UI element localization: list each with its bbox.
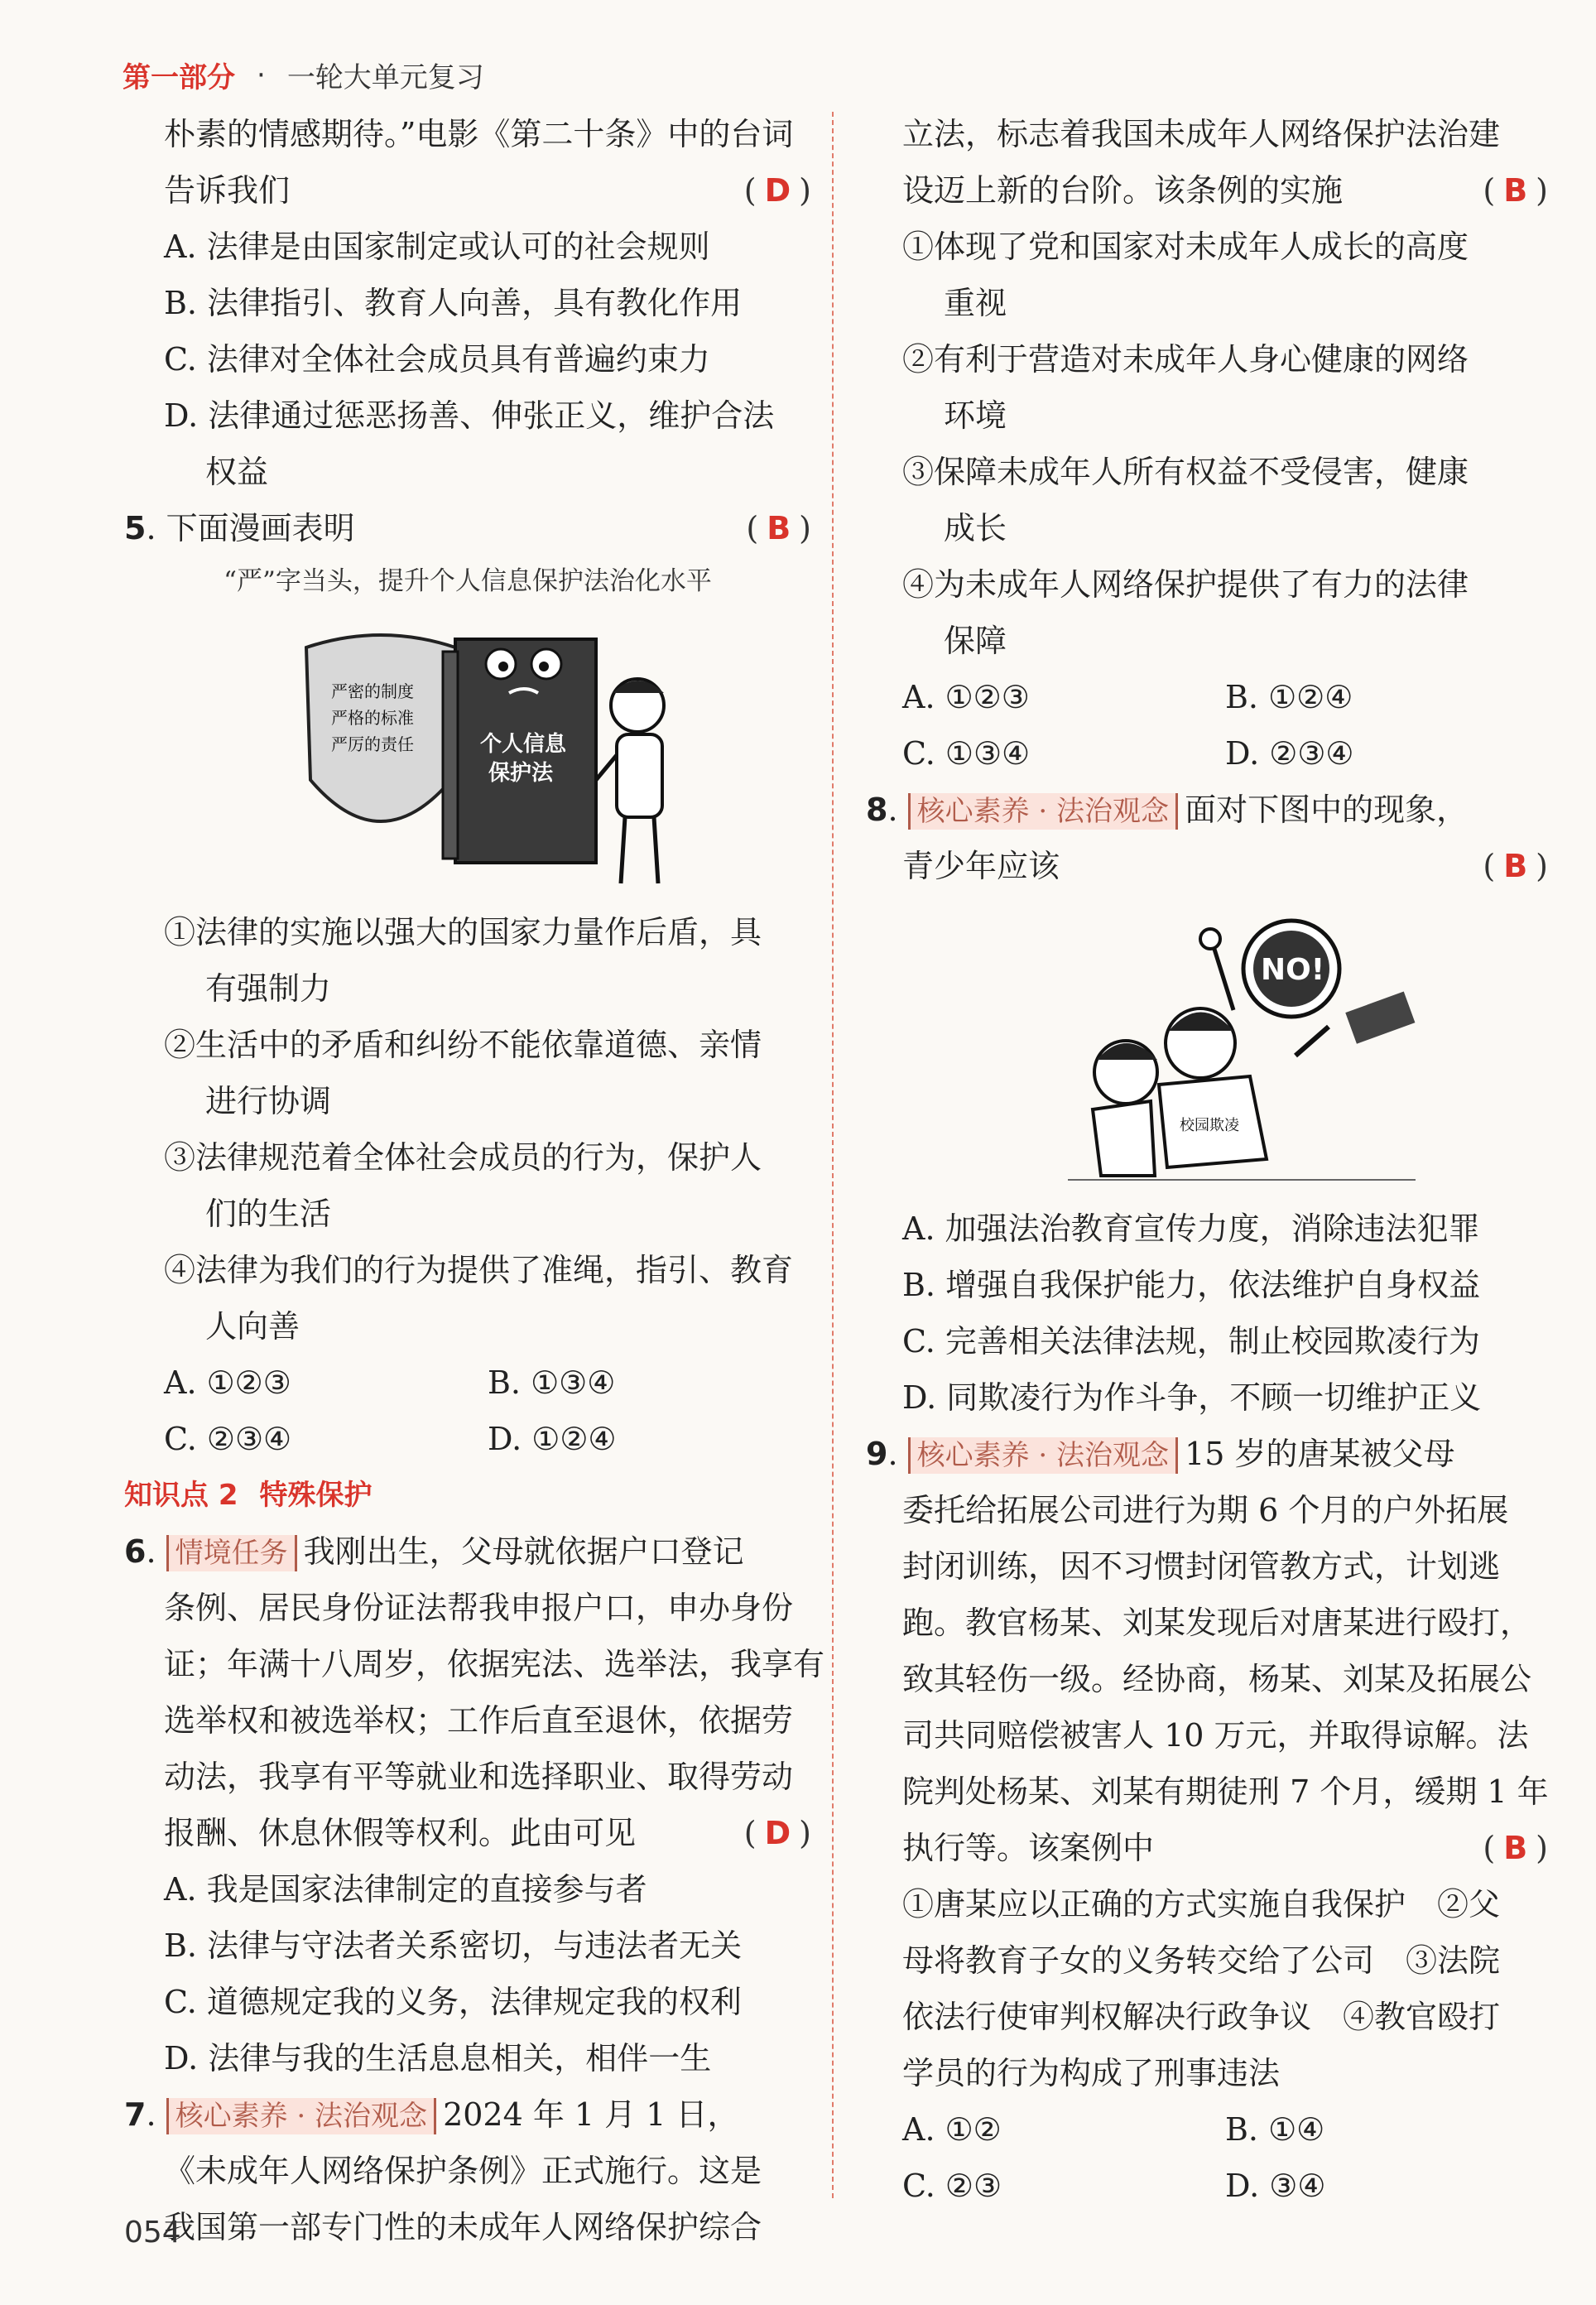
q6-option: C. 道德规定我的义务，法律规定我的权利 [164, 1984, 742, 2020]
q6-option: A. 我是国家法律制定的直接参与者 [164, 1871, 647, 1908]
choice: D. ③④ [1225, 2168, 1326, 2204]
privacy-law-cartoon [290, 614, 720, 896]
bully-badge-text: 校园欺凌 [1180, 1117, 1239, 1134]
choice: B. ①③④ [488, 1364, 616, 1401]
q4-option-cont: 权益 [205, 454, 269, 490]
q7-item: ②有利于营造对未成年人身心健康的网络 [902, 341, 1469, 378]
q7-choices [902, 725, 1548, 782]
q5-item-cont: 进行协调 [205, 1083, 332, 1119]
q9-stem-line: 致其轻伤一级。经协商，杨某、刘某及拓展公 [902, 1661, 1532, 1697]
book-line: 保护法 [488, 761, 554, 786]
q9-stem-line: 跑。教官杨某、刘某发现后对唐某进行殴打， [902, 1605, 1532, 1641]
q8-stem: 8. 核心素养 · 法治观念 面对下图中的现象， [866, 792, 1469, 828]
q4-option: A. 法律是由国家制定或认可的社会规则 [164, 229, 710, 265]
q9-choices [902, 2101, 1548, 2158]
q8-option: B. 增强自我保护能力，依法维护自身权益 [902, 1267, 1481, 1303]
q7-item: ③保障未成年人所有权益不受侵害，健康 [902, 454, 1469, 490]
q7-item-cont: 重视 [944, 285, 1007, 321]
q6-stem-line: 证；年满十八周岁，依据宪法、选举法，我享有 [164, 1646, 825, 1682]
page-header [123, 55, 484, 95]
q6-option: D. 法律与我的生活息息相关，相伴一生 [164, 2040, 712, 2076]
q4-stem-line: 告诉我们 ( D ) [124, 162, 811, 219]
q7-stem-line: 立法，标志着我国未成年人网络保护法治建 [902, 116, 1501, 152]
q8-tag: 核心素养 · 法治观念 [908, 793, 1178, 830]
cartoon-illustration [290, 614, 720, 896]
q6-stem-line: 报酬、休息休假等权利。此由可见 ( D ) [124, 1805, 811, 1861]
q7-item: ④为未成年人网络保护提供了有力的法律 [902, 566, 1469, 603]
q7-answer: ( B ) [1483, 172, 1548, 209]
q6-tag: 情境任务 [166, 1535, 297, 1571]
q6-number: 6 [124, 1533, 147, 1570]
q4-option: B. 法律指引、教育人向善，具有教化作用 [164, 285, 743, 321]
q9-stem-line: 司共同赔偿被害人 10 万元，并取得谅解。法 [902, 1717, 1529, 1754]
q8-stem-line: 青少年应该 ( B ) [902, 838, 1548, 894]
q7-item: ①体现了党和国家对未成年人成长的高度 [902, 229, 1469, 265]
part-label: 第一部分 [123, 61, 235, 94]
q9-stem-line: 院判处杨某、刘某有期徒刑 7 个月，缓期 1 年 [902, 1773, 1549, 1810]
q6-stem-line: 动法，我享有平等就业和选择职业、取得劳动 [164, 1759, 794, 1795]
shield-line: 严密的制度 [331, 681, 414, 701]
q4-option: C. 法律对全体社会成员具有普遍约束力 [164, 341, 710, 378]
q5-choices [124, 1411, 811, 1467]
q6-option: B. 法律与守法者关系密切，与违法者无关 [164, 1927, 743, 1964]
left-column [124, 106, 825, 2255]
q9-item: 依法行使审判权解决行政争议 ④教官殴打 [902, 1999, 1501, 2035]
q9-stem: 9. 核心素养 · 法治观念 15 岁的唐某被父母 [866, 1436, 1455, 1472]
right-column [866, 106, 1549, 2214]
choice: B. ①④ [1225, 2111, 1325, 2148]
choice: B. ①②④ [1225, 679, 1353, 715]
q7-stem-line: 设迈上新的台阶。该条例的实施 ( B ) [902, 162, 1548, 219]
q7-stem-line: 我国第一部专门性的未成年人网络保护综合 [164, 2209, 762, 2245]
choice: D. ②③④ [1225, 735, 1354, 772]
choice: C. ②③ [902, 2168, 1002, 2204]
q5-item-cont: 有强制力 [205, 970, 332, 1007]
q7-tag: 核心素养 · 法治观念 [166, 2098, 436, 2134]
choice: C. ①③④ [902, 735, 1031, 772]
q9-item: 学员的行为构成了刑事违法 [902, 2055, 1281, 2091]
q8-answer: ( B ) [1483, 848, 1548, 884]
q9-stem-line: 封闭训练，因不习惯封闭管教方式，计划逃 [902, 1548, 1501, 1585]
q6-stem-line: 条例、居民身份证法帮我申报户口，申办身份 [164, 1590, 794, 1626]
q4-answer: ( D ) [743, 172, 811, 209]
q9-tag: 核心素养 · 法治观念 [908, 1437, 1178, 1474]
q8-option: C. 完善相关法律法规，制止校园欺凌行为 [902, 1323, 1480, 1359]
book-line: 个人信息 [480, 732, 567, 757]
q7-item-cont: 环境 [944, 397, 1007, 434]
choice: A. ①②③ [164, 1364, 291, 1401]
q5-answer: ( B ) [746, 510, 811, 546]
q9-answer: ( B ) [1483, 1830, 1548, 1866]
q7-item-cont: 保障 [944, 623, 1007, 659]
q5-stem: 5. 下面漫画表明 ( B ) [124, 500, 811, 556]
q4-stem-line: 朴素的情感期待。”电影《第二十条》中的台词 [164, 116, 794, 152]
q5-item: ②生活中的矛盾和纠纷不能依靠道德、亲情 [164, 1027, 762, 1063]
q5-item: ④法律为我们的行为提供了准绳，指引、教育 [164, 1252, 794, 1288]
q6-stem-line: 选举权和被选举权；工作后直至退休，依据劳 [164, 1702, 794, 1739]
choice: D. ①②④ [488, 1421, 617, 1457]
q5-choices [124, 1355, 811, 1411]
q7-number: 7 [124, 2096, 147, 2133]
no-sign-text: NO! [1261, 953, 1325, 987]
q5-item: ①法律的实施以强大的国家力量作后盾，具 [164, 914, 762, 950]
header-separator: · [257, 58, 266, 92]
choice: A. ①②③ [902, 679, 1030, 715]
q8-option: D. 同欺凌行为作斗争，不顾一切维护正义 [902, 1379, 1482, 1416]
choice: A. ①② [902, 2111, 1002, 2148]
q9-choices [902, 2158, 1548, 2214]
choice: C. ②③④ [164, 1421, 292, 1457]
q6-answer: ( D ) [743, 1815, 811, 1851]
q9-stem-line: 执行等。该案例中 ( B ) [902, 1820, 1548, 1876]
bullying-cartoon [1068, 911, 1416, 1184]
header-subtitle: 一轮大单元复习 [286, 61, 484, 94]
q8-option: A. 加强法治教育宣传力度，消除违法犯罪 [902, 1210, 1480, 1247]
q7-item-cont: 成长 [944, 510, 1007, 546]
cartoon-caption: “严”字当头，提升个人信息保护法治化水平 [224, 566, 712, 596]
q9-stem-line: 委托给拓展公司进行为期 6 个月的户外拓展 [902, 1492, 1509, 1528]
q7-stem: 7. 核心素养 · 法治观念 2024 年 1 月 1 日， [124, 2096, 739, 2133]
section-heading: 知识点 2 特殊保护 [124, 1479, 373, 1512]
q5-item: ③法律规范着全体社会成员的行为，保护人 [164, 1139, 762, 1176]
q4-option: D. 法律通过惩恶扬善、伸张正义，维护合法 [164, 397, 775, 434]
q6-stem: 6. 情境任务 我刚出生，父母就依据户口登记 [124, 1533, 744, 1570]
q9-item: ①唐某应以正确的方式实施自我保护 ②父 [902, 1886, 1501, 1922]
q9-number: 9 [866, 1436, 888, 1472]
shield-line: 严厉的责任 [331, 734, 414, 754]
column-divider [832, 112, 834, 2198]
q5-item-cont: 人向善 [205, 1308, 300, 1345]
q8-number: 8 [866, 792, 888, 828]
page-number: 054 [124, 2216, 181, 2250]
q5-number: 5 [124, 510, 147, 546]
q5-item-cont: 们的生活 [205, 1196, 332, 1232]
cartoon-illustration [1068, 911, 1416, 1184]
q7-choices [902, 669, 1548, 725]
shield-line: 严格的标准 [331, 708, 414, 728]
q7-stem-line: 《未成年人网络保护条例》正式施行。这是 [164, 2153, 762, 2189]
q9-item: 母将教育子女的义务转交给了公司 ③法院 [902, 1942, 1501, 1979]
